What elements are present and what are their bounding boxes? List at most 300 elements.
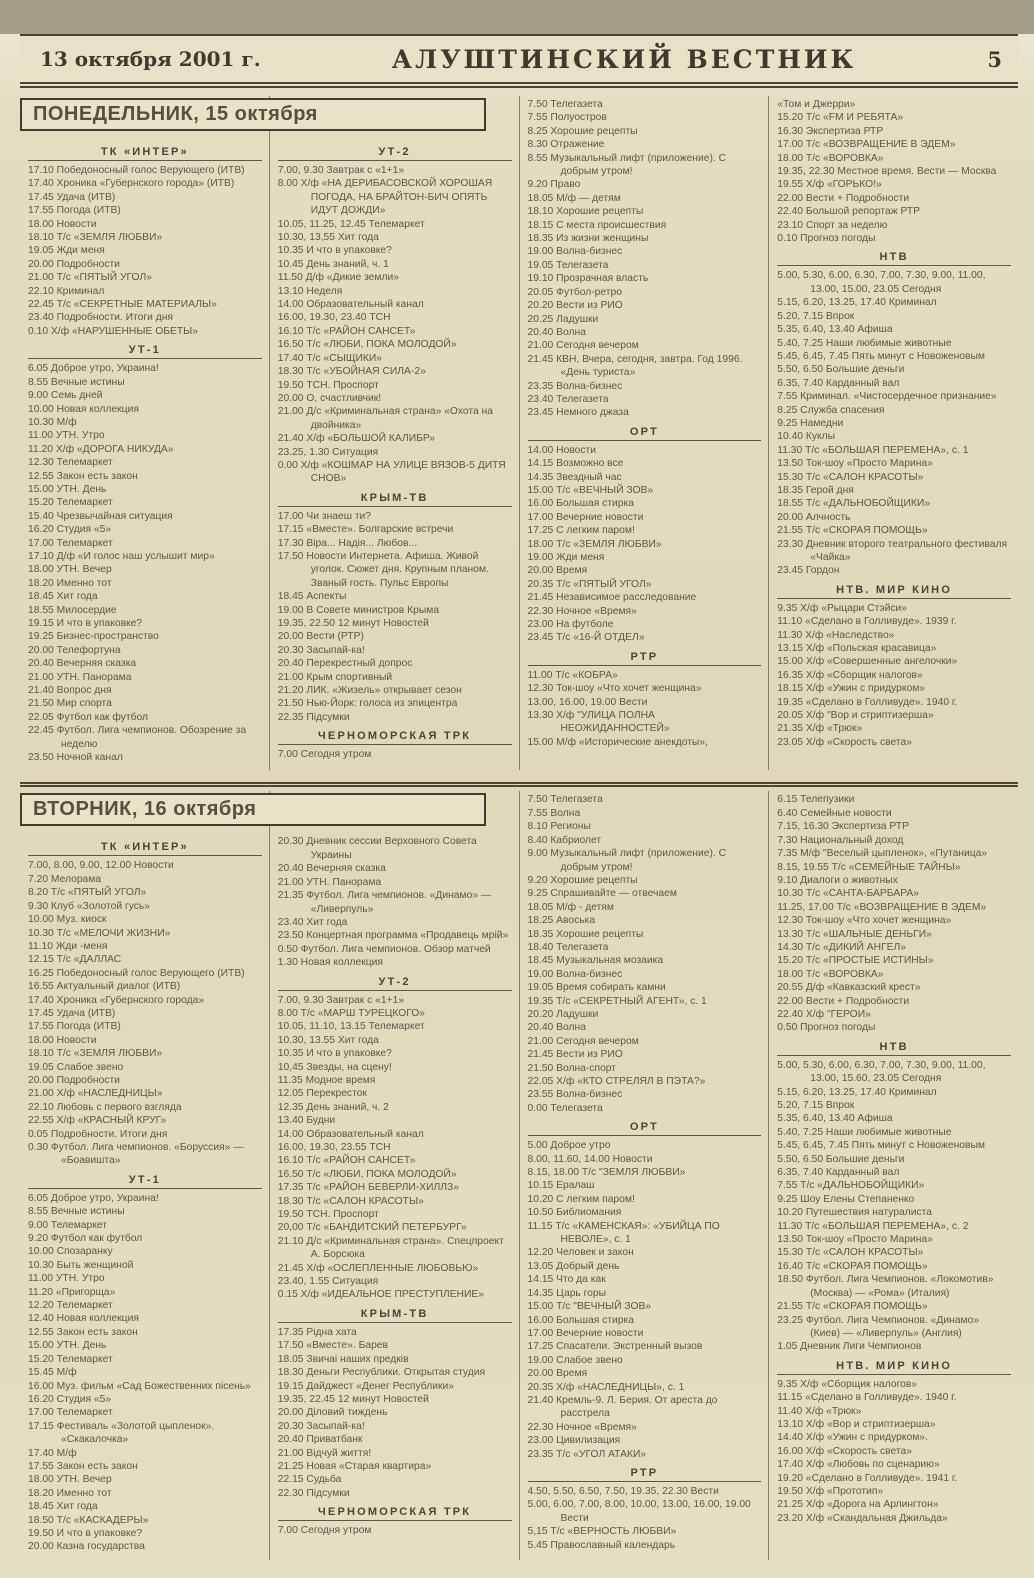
program-item: 23.40 Телегазета bbox=[527, 393, 609, 405]
program-item: 15.00 М/ф «Исторические анекдоты», bbox=[527, 736, 708, 748]
program-item: 18.05 М/ф - детям bbox=[527, 901, 614, 913]
program-item: 20.25 Ладушки bbox=[527, 313, 599, 325]
tv-schedule bbox=[0, 96, 1034, 1560]
program-item: 23.40 Хит года bbox=[277, 916, 348, 928]
program-item: 12.30 Ток-шоу «Что хочет женщина» bbox=[527, 683, 702, 695]
program-item: 23.05 Х/ф «Скорость света» bbox=[777, 736, 912, 748]
program-item: 22.40 Большой репортаж РТР bbox=[777, 206, 921, 218]
program-item: 16.00 Х/ф «Скорость света» bbox=[777, 1445, 912, 1457]
program-item: 9.30 Клуб «Золотой гусь» bbox=[28, 900, 150, 912]
program-item: 11.35 Модное время bbox=[277, 1074, 376, 1086]
program-item: 12.40 Новая коллекция bbox=[28, 1313, 139, 1325]
program-item: 0.10 Прогноз погоды bbox=[777, 233, 876, 245]
program-item: 6.35, 7.40 Карданный вал bbox=[777, 377, 900, 389]
program-item: 19.00 Волна-бизнес bbox=[527, 968, 623, 980]
program-item: 16.00 Большая стирка bbox=[527, 1314, 634, 1326]
program-item: 19.50 И что в упаковке? bbox=[28, 1527, 143, 1539]
program-item: 21.00 Д/с «Криминальная страна» «Охота на двойника» bbox=[277, 406, 493, 431]
program-item: 18.10 Т/с «ЗЕМЛЯ ЛЮБВИ» bbox=[28, 1048, 163, 1060]
program-item: 19.00 В Совете министров Крыма bbox=[277, 604, 440, 616]
program-item: 19.10 Прозрачная власть bbox=[527, 273, 649, 285]
masthead bbox=[20, 34, 1018, 88]
program-item: 17.55 Погода (ИТВ) bbox=[28, 205, 121, 217]
program-item: 5,15 Т/с «ВЕРНОСТЬ ЛЮБВИ» bbox=[527, 1526, 677, 1538]
program-item: 17.55 Погода (ИТВ) bbox=[28, 1021, 121, 1033]
program-item: 21.00 УТН. Панорама bbox=[277, 876, 382, 888]
program-item: 19.00 Жди меня bbox=[527, 552, 605, 563]
program-item: 12.30 Ток-шоу «Что хочет женщина» bbox=[777, 915, 952, 927]
program-item: 23.45 Т/с «16-Й ОТДЕЛ» bbox=[527, 632, 645, 644]
schedule-column bbox=[20, 96, 269, 770]
program-item: 11.50 Д/ф «Дикие земли» bbox=[277, 272, 399, 284]
program-item: 16.40 Т/с «СКОРАЯ ПОМОЩЬ» bbox=[777, 1260, 928, 1272]
channel-header: ТК «ИНТЕР» bbox=[28, 837, 262, 856]
program-item: 18.20 Именно тот bbox=[28, 1487, 112, 1499]
program-item: 11.40 Х/ф «Трюк» bbox=[777, 1405, 862, 1417]
program-item: 1.05 Дневник Лиги Чемпионов bbox=[777, 1341, 922, 1353]
program-item: 18.00 УТН. Вечер bbox=[28, 564, 112, 576]
program-item: 7.50 Телегазета bbox=[527, 99, 603, 110]
program-item: 10.30 М/ф bbox=[28, 416, 77, 428]
program-item: 20.40 Вечерняя сказка bbox=[277, 863, 386, 875]
program-item: 10.40 Куклы bbox=[777, 431, 836, 443]
program-item: 7.00, 9.30 Завтрак с «1+1» bbox=[277, 994, 405, 1006]
program-item: 22.40 Х/ф "ГЕРОИ» bbox=[777, 1008, 871, 1020]
program-item: 23.35 Т/с «УГОЛ АТАКИ» bbox=[527, 1448, 647, 1460]
program-item: 21.35 Х/ф «Трюк» bbox=[777, 723, 863, 735]
program-item: 19.55 Х/ф «ГОРЬКО!» bbox=[777, 179, 882, 191]
program-item: 8.00 Х/ф «НА ДЕРИБАСОВСКОЙ ХОРОШАЯ ПОГОДА, НА БРАЙТОН-БИЧ ОПЯТЬ ИДУТ ДОЖДИ» bbox=[277, 178, 493, 217]
program-item: 16.20 Студия «5» bbox=[28, 1393, 112, 1405]
program-item: 17.00 Вечерние новости bbox=[527, 511, 644, 523]
program-item: 18.30 Т/с «САЛОН КРАСОТЫ» bbox=[277, 1195, 424, 1207]
program-item: 18.00 Т/с «ВОРОВКА» bbox=[777, 968, 884, 980]
program-item: 7.50 Телегазета bbox=[527, 794, 603, 806]
program-item: 23.25 Футбол. Лига Чемпионов. «Динамо» (Киев) — «Ливерпуль» (Англия) bbox=[777, 1314, 980, 1339]
program-item: 9.10 Диалоги о животных bbox=[777, 874, 898, 886]
program-item: 21.00 УТН. Панорама bbox=[28, 671, 132, 683]
program-item: 22.00 Вести + Подробности bbox=[777, 995, 910, 1007]
program-item: 19.15 И что в упаковке? bbox=[28, 618, 143, 629]
program-item: 21.35 Футбол. Лига чемпионов. «Динамо» — «Ливерпуль» bbox=[277, 890, 492, 915]
program-item: 18.35 Хорошие рецепты bbox=[527, 928, 644, 940]
program-item: 17.00 Чи знаеш ти? bbox=[277, 510, 372, 522]
program-item: 16.50 Т/с «ЛЮБИ, ПОКА МОЛОДОЙ» bbox=[277, 339, 457, 351]
program-item: 7.55 Полуостров bbox=[527, 112, 607, 124]
program-item: 16.20 Студия «5» bbox=[28, 524, 112, 536]
program-item: 15.40 Чрезвычайная ситуация bbox=[28, 510, 173, 522]
program-item: 10.20 Путешествия натуралиста bbox=[777, 1207, 933, 1219]
program-item: 8.10 Регионы bbox=[527, 821, 591, 833]
program-item: 8.20 Т/с «ПЯТЫЙ УГОЛ» bbox=[28, 887, 147, 899]
program-item: 15.30 Т/с «САЛОН КРАСОТЫ» bbox=[777, 1247, 924, 1259]
program-item: 14.00 Новости bbox=[527, 444, 596, 456]
program-item: 18.45 Музыкальная мозаика bbox=[527, 955, 664, 967]
program-item: 9.00 Телемаркет bbox=[28, 1219, 107, 1231]
program-item: 14.00 Образовательный канал bbox=[277, 1128, 424, 1140]
program-item: 10.30 Т/с «МЕЛОЧИ ЖИЗНИ» bbox=[28, 927, 171, 939]
program-item: 17.25 Спасатели. Экстренный вызов bbox=[527, 1341, 703, 1353]
program-item: 19.35, 22.30 Местное время. Вести — Москва bbox=[777, 166, 997, 178]
channel-header: УТ-1 bbox=[28, 340, 262, 359]
program-item: 8.55 Вечные истины bbox=[28, 376, 125, 388]
program-item: 17.10 Победоносный голос Верующего (ИТВ) bbox=[28, 165, 245, 176]
program-item: 0.00 Телегазета bbox=[527, 1102, 603, 1114]
program-item: 17.35 Т/с «РАЙОН БЕВЕРЛИ-ХИЛЛЗ» bbox=[277, 1182, 459, 1194]
schedule-column bbox=[519, 96, 769, 770]
program-item: 20.40 Приватбанк bbox=[277, 1434, 363, 1446]
program-item: 0.10 Х/ф «НАРУШЕННЫЕ ОБЕТЫ» bbox=[28, 325, 198, 337]
program-item: 18.45 Аспекты bbox=[277, 591, 347, 603]
program-item: 0.50 Футбол. Лига чемпионов. Обзор матчей bbox=[277, 943, 491, 955]
program-item: 11.15 Т/с «КАМЕНСКАЯ»: «УБИЙЦА ПО НЕВОЛЕ», с. 1 bbox=[527, 1220, 720, 1246]
program-item: 15.20 Т/с «ПРОСТЫЕ ИСТИНЫ» bbox=[777, 955, 934, 967]
program-item: 6.05 Доброе утро, Украина! bbox=[28, 1192, 159, 1204]
program-item: 17.40 Х/ф «Любовь по сценарию» bbox=[777, 1459, 940, 1471]
program-item: 5.20, 7.15 Впрок bbox=[777, 1100, 855, 1111]
program-item: 16.55 Актуальный диалог (ИТВ) bbox=[28, 981, 181, 993]
channel-header: ЧЕРНОМОРСКАЯ ТРК bbox=[278, 726, 512, 745]
program-item: 18.55 Милосердие bbox=[28, 604, 117, 616]
program-item: 9.00 Музыкальный лифт (приложение). С добрым утром! bbox=[527, 848, 727, 873]
program-item: 7.00 Сегодня утром bbox=[277, 749, 372, 761]
program-item: 0.00 Х/ф «КОШМАР НА УЛИЦЕ ВЯЗОВ-5 ДИТЯ СНОВ» bbox=[277, 459, 506, 485]
program-item: 9.25 Спрашивайте — отвечаем bbox=[527, 888, 677, 900]
program-item: 21.00 Т/с «ПЯТЫЙ УГОЛ» bbox=[28, 272, 152, 284]
program-item: 17.00 Телемаркет bbox=[28, 537, 113, 549]
channel-header: УТ-2 bbox=[278, 972, 512, 991]
program-item: 11.10 «Сделано в Голливуде». 1939 г. bbox=[777, 616, 957, 628]
program-item: 9.20 Футбол как футбол bbox=[28, 1233, 143, 1245]
program-item: 11.15 «Сделано в Голливуде». 1940 г. bbox=[777, 1392, 957, 1404]
program-item: 23.55 Волна-бизнес bbox=[527, 1089, 623, 1101]
program-item: 15.45 М/ф bbox=[28, 1367, 77, 1379]
program-item: 19.15 Дайджест «Денег Республики» bbox=[277, 1380, 454, 1392]
program-item: 17.45 Удача (ИТВ) bbox=[28, 1007, 116, 1019]
program-item: 19.50 Х/ф «Прототип» bbox=[777, 1485, 884, 1497]
program-item: 15.00 УТН. День bbox=[28, 1340, 107, 1352]
program-item: 16.10 Т/с «РАЙОН САНСЕТ» bbox=[277, 325, 416, 337]
program-item: 17.25 С легким паром! bbox=[527, 525, 635, 537]
program-item: 8.15, 19.55 Т/с «СЕМЕЙНЫЕ ТАЙНЫ» bbox=[777, 861, 961, 873]
program-item: 9.35 Х/ф «Рыцари Стэйси» bbox=[777, 602, 907, 614]
channel-header: ТК «ИНТЕР» bbox=[28, 142, 262, 161]
program-item: 11.10 Жди -меня bbox=[28, 940, 108, 952]
program-item: 5.45, 6.45, 7.45 Пять минут с Новоженовым bbox=[777, 350, 985, 362]
program-item: 21.25 Новая «Старая квартира» bbox=[277, 1460, 432, 1472]
program-item: 19.05 Время собирать камни bbox=[527, 982, 666, 994]
program-item: 4.50, 5.50, 6.50, 7.50, 19.35, 22.30 Вести bbox=[527, 1485, 719, 1497]
program-item: 11.00 УТН. Утро bbox=[28, 430, 105, 442]
program-item: 1.30 Новая коллекция bbox=[277, 957, 383, 969]
program-item: 10.00 Спозаранку bbox=[28, 1246, 113, 1258]
program-item: 13.30 Т/с «ШАЛЬНЫЕ ДЕНЬГИ» bbox=[777, 928, 932, 940]
newspaper-page bbox=[0, 34, 1034, 1578]
program-item: 20.00 О, счастливчик! bbox=[277, 392, 382, 404]
program-item: 21.10 Д/с «Криминальная страна». Спецпроект А. Борсюка bbox=[277, 1235, 504, 1261]
program-item: 20.35 Т/с «ПЯТЫЙ УГОЛ» bbox=[527, 578, 652, 590]
program-item: 7.35 М/ф "Веселый цыпленок», «Путаница» bbox=[777, 848, 988, 860]
program-item: 13.10 Х/ф «Вор и стриптизерша» bbox=[777, 1418, 936, 1430]
program-item: «Том и Джерри» bbox=[777, 99, 856, 110]
program-item: 21.45 Вести из РИО bbox=[527, 1049, 623, 1061]
program-item: 17.00 Телемаркет bbox=[28, 1407, 113, 1419]
program-item: 21.55 Т/с «СКОРАЯ ПОМОЩЬ» bbox=[777, 525, 928, 537]
columns-row bbox=[20, 791, 1018, 1559]
program-item: 8.55 Вечные истины bbox=[28, 1206, 125, 1218]
program-item: 19.05 Телегазета bbox=[527, 259, 609, 271]
program-item: 13.15 Х/ф «Польская красавица» bbox=[777, 643, 937, 655]
program-item: 22.10 Криминал bbox=[28, 285, 105, 297]
program-item: 5.00 Доброе утро bbox=[527, 1140, 611, 1152]
program-item: 20.00 Подробности bbox=[28, 258, 120, 270]
day-header: ПОНЕДЕЛЬНИК, 15 октября bbox=[20, 98, 486, 131]
program-item: 18.30 Деньги Республики. Открытая студия bbox=[277, 1367, 486, 1379]
program-item: 11.30 Х/ф «Наследство» bbox=[777, 629, 895, 641]
program-item: 10,45 Звезды, на сцену! bbox=[277, 1061, 392, 1073]
program-item: 23.10 Спорт за неделю bbox=[777, 219, 888, 231]
program-item: 7.30 Национальный доход bbox=[777, 834, 904, 846]
program-item: 18.25 Авоська bbox=[527, 915, 596, 927]
channel-header: УТ-1 bbox=[28, 1170, 262, 1189]
program-item: 15.00 Т/с "ВЕЧНЫЙ ЗОВ» bbox=[527, 1301, 652, 1313]
program-item: 20.00 Діловий тиждень bbox=[277, 1407, 388, 1419]
program-item: 15.00 Х/ф «Совершенные ангелочки» bbox=[777, 656, 958, 668]
day-section bbox=[20, 96, 1018, 770]
program-item: 18.35 Из жизни женщины bbox=[527, 233, 649, 245]
program-item: 17.40 Хроника «Губернского города» (ИТВ) bbox=[28, 178, 235, 190]
program-item: 7.55 Волна bbox=[527, 807, 581, 819]
program-item: 10.15 Ералаш bbox=[527, 1180, 595, 1192]
program-item: 23.45 Гордон bbox=[777, 565, 840, 577]
program-item: 21.40 Кремль-9. Л. Берия. От ареста до расстрела bbox=[527, 1394, 718, 1420]
program-item: 16.00 Большая стирка bbox=[527, 498, 634, 510]
schedule-column bbox=[20, 791, 269, 1559]
program-item: 20.30 Засыпай-ка! bbox=[277, 644, 365, 656]
program-item: 22.45 Т/с «СЕКРЕТНЫЕ МАТЕРИАЛЫ» bbox=[28, 299, 217, 311]
channel-header: НТВ. МИР КИНО bbox=[777, 1356, 1011, 1375]
program-item: 5.00, 6.00, 7.00, 8.00, 10.00, 13.00, 16.00, 19.00 Вести bbox=[527, 1499, 751, 1524]
program-item: 10.30, 13.55 Хит года bbox=[277, 1034, 379, 1046]
program-item: 19.35, 22.45 12 минут Новостей bbox=[277, 1393, 429, 1405]
program-item: 17.50 Новости Интернета. Афиша. Живой уголок. Сюжет дня. Крупным планом. Званый гость. Пульс Европы bbox=[277, 550, 489, 589]
program-item: 14.35 Звездный час bbox=[527, 471, 622, 483]
program-item: 16.00, 19.30, 23.40 ТСН bbox=[277, 312, 391, 324]
program-item: 9.35 Х/ф «Сборщик налогов» bbox=[777, 1378, 918, 1390]
program-item: 10.30 Быть женщиной bbox=[28, 1259, 134, 1271]
program-item: 5.15, 6.20, 13.25, 17.40 Криминал bbox=[777, 1086, 937, 1098]
program-item: 17.30 Віра... Надія... Любов... bbox=[277, 537, 418, 549]
program-item: 10.45 День знаний, ч. 1 bbox=[277, 258, 389, 270]
program-item: 22.15 Судьба bbox=[277, 1474, 342, 1486]
program-item: 11.00 УТН. Утро bbox=[28, 1273, 105, 1285]
program-item: 6.40 Семейные новости bbox=[777, 807, 892, 819]
program-item: 22.35 Підсумки bbox=[277, 711, 350, 723]
program-item: 5.45, 6.45, 7.45 Пять минут с Новоженовым bbox=[777, 1140, 985, 1152]
program-item: 18.45 Хит года bbox=[28, 591, 98, 603]
program-item: 8.00 Т/с «МАРШ ТУРЕЦКОГО» bbox=[277, 1007, 425, 1019]
program-item: 18.15 Х/ф «Ужин с придурком» bbox=[777, 683, 926, 695]
program-item: 10.00 Муз. киоск bbox=[28, 914, 107, 926]
channel-header: УТ-2 bbox=[278, 142, 512, 161]
program-item: 0.50 Прогноз погоды bbox=[777, 1022, 876, 1034]
program-item: 13.00, 16.00, 19.00 Вести bbox=[527, 696, 648, 708]
program-item: 18.55 Т/с «ДАЛЬНОБОЙЩИКИ» bbox=[777, 498, 931, 510]
program-item: 17.40 Хроника «Губернского города» bbox=[28, 994, 205, 1006]
channel-header: ЧЕРНОМОРСКАЯ ТРК bbox=[278, 1502, 512, 1521]
program-item: 20.05 Х/ф "Вор и стриптизерша» bbox=[777, 710, 934, 722]
program-item: 13.05 Добрый день bbox=[527, 1260, 620, 1272]
program-item: 18.00 Новости bbox=[28, 1034, 97, 1046]
program-item: 21.00 Сегодня вечером bbox=[527, 1035, 639, 1047]
program-item: 14.00 Образовательный канал bbox=[277, 299, 424, 311]
program-item: 19.00 Волна-бизнес bbox=[527, 246, 623, 258]
program-item: 13.30 Х/ф "УЛИЦА ПОЛНА НЕОЖИДАННОСТЕЙ» bbox=[527, 710, 670, 735]
program-item: 21.45 Х/ф «ОСЛЕПЛЕННЫЕ ЛЮБОВЬЮ» bbox=[277, 1262, 479, 1274]
program-item: 20.05 Футбол-ретро bbox=[527, 286, 622, 298]
program-item: 18.35 Герой дня bbox=[777, 484, 854, 496]
program-item: 11.25, 17.00 Т/с «ВОЗВРАЩЕНИЕ В ЭДЕМ» bbox=[777, 901, 987, 913]
program-item: 20.40 Перекрестный допрос bbox=[277, 658, 413, 670]
program-item: 5.35, 6.40, 13.40 Афиша bbox=[777, 324, 893, 336]
issue-date: 13 октября 2001 г. bbox=[40, 47, 261, 71]
program-item: 18.10 Хорошие рецепты bbox=[527, 206, 644, 218]
program-item: 5.00, 5.30, 6.00, 6.30, 7.00, 7.30, 9.00, 11.00, 13.00, 15.60, 23.05 Сегодня bbox=[777, 1059, 986, 1085]
page-number: 5 bbox=[987, 46, 1002, 72]
program-item: 20.30 Дневник сессии Верховного Совета Украины bbox=[277, 836, 477, 861]
program-item: 17.00 Вечерние новости bbox=[527, 1327, 644, 1339]
program-item: 18.05 Звичаі наших предків bbox=[277, 1353, 409, 1365]
program-item: 5.40, 7.25 Наши любимые животные bbox=[777, 337, 952, 349]
program-item: 20.30 Засыпай-ка! bbox=[277, 1420, 365, 1432]
program-item: 20.00 Вести (РТР) bbox=[277, 631, 364, 643]
program-item: 6.35, 7.40 Карданный вал bbox=[777, 1167, 900, 1179]
program-item: 11.30 Т/с «БОЛЬШАЯ ПЕРЕМЕНА», с. 1 bbox=[777, 444, 969, 456]
program-item: 17.40 Т/с «СЫЩИКИ» bbox=[277, 352, 382, 364]
program-item: 18.05 М/ф — детям bbox=[527, 192, 621, 204]
program-item: 12.55 Закон есть закон bbox=[28, 470, 138, 482]
program-item: 19.05 Жди меня bbox=[28, 245, 105, 257]
program-item: 20.40 Волна bbox=[527, 1022, 586, 1034]
program-item: 18.45 Хит года bbox=[28, 1501, 98, 1513]
program-item: 13.40 Будни bbox=[277, 1115, 336, 1127]
program-item: 10.20 С легким паром! bbox=[527, 1193, 635, 1205]
program-item: 14.35 Царь горы bbox=[527, 1287, 607, 1299]
program-item: 9.20 Хорошие рецепты bbox=[527, 874, 638, 886]
program-item: 11.30 Т/с «БОЛЬШАЯ ПЕРЕМЕНА», с. 2 bbox=[777, 1220, 969, 1232]
program-item: 9.25 Шоу Елены Степаненко bbox=[777, 1193, 915, 1205]
program-item: 23.25, 1.30 Ситуация bbox=[277, 446, 379, 458]
program-item: 8.30 Отражение bbox=[527, 139, 605, 151]
program-item: 23.50 Ночной канал bbox=[28, 752, 123, 764]
program-item: 18.00 Т/с «ЗЕМЛЯ ЛЮБВИ» bbox=[527, 538, 662, 550]
program-item: 23.00 На футболе bbox=[527, 619, 614, 631]
program-item: 17.45 Удача (ИТВ) bbox=[28, 191, 116, 203]
program-item: 5.20, 7.15 Впрок bbox=[777, 310, 855, 322]
program-item: 8.25 Хорошие рецепты bbox=[527, 125, 638, 137]
program-item: 12.20 Человек и закон bbox=[527, 1247, 634, 1259]
program-item: 18.20 Именно тот bbox=[28, 577, 112, 589]
program-item: 18.50 Футбол. Лига Чемпионов. «Локомотив» (Москва) — «Рома» (Италия) bbox=[777, 1274, 994, 1299]
program-item: 17.10 Д/ф «И голос наш услышит мир» bbox=[28, 550, 215, 562]
program-item: 21.00 Крым спортивный bbox=[277, 671, 393, 683]
program-item: 21.50 Волна-спорт bbox=[527, 1062, 617, 1074]
program-item: 5.15, 6.20, 13.25, 17.40 Криминал bbox=[777, 297, 937, 309]
program-item: 15.20 Телемаркет bbox=[28, 1353, 113, 1365]
program-item: 19.35, 22.50 12 минут Новостей bbox=[277, 618, 429, 629]
program-item: 5.50, 6.50 Большие деньги bbox=[777, 1153, 905, 1165]
program-item: 12.55 Закон есть закон bbox=[28, 1326, 138, 1338]
program-item: 16.30 Экспертиза РТР bbox=[777, 125, 884, 137]
program-item: 7.00 Сегодня утром bbox=[277, 1525, 372, 1537]
channel-header: КРЫМ-ТВ bbox=[278, 488, 512, 507]
program-item: 11.20 «Пригорща» bbox=[28, 1286, 116, 1298]
program-item: 22.05 Футбол как футбол bbox=[28, 711, 149, 723]
program-item: 23.35 Волна-бизнес bbox=[527, 380, 623, 392]
program-item: 21.25 Х/ф «Дорога на Арлингтон» bbox=[777, 1499, 939, 1511]
program-item: 15.00 Т/с «ВЕЧНЫЙ ЗОВ» bbox=[527, 484, 654, 496]
program-item: 15.20 Т/с «FM И РЕБЯТА» bbox=[777, 112, 904, 124]
program-item: 19.35 «Сделано в Голливуде». 1940 г. bbox=[777, 696, 958, 708]
program-item: 21.40 Х/ф «БОЛЬШОЙ КАЛИБР» bbox=[277, 433, 435, 445]
channel-header: НТВ bbox=[777, 247, 1011, 266]
day-section bbox=[20, 782, 1018, 1559]
program-item: 21.50 Мир спорта bbox=[28, 698, 112, 710]
program-item: 19.05 Слабое звено bbox=[28, 1061, 124, 1073]
program-item: 23.40, 1.55 Ситуация bbox=[277, 1276, 379, 1288]
program-item: 14.15 Возможно все bbox=[527, 458, 624, 470]
program-item: 12.05 Перекресток bbox=[277, 1088, 367, 1100]
program-item: 19.20 «Сделано в Голливуде». 1941 г. bbox=[777, 1472, 958, 1484]
program-item: 17.35 Рідна хата bbox=[277, 1326, 357, 1338]
program-item: 23.30 Дневник второго театрального фестиваля «Чайка» bbox=[777, 538, 1008, 563]
program-item: 18.00 Новости bbox=[28, 218, 97, 230]
program-item: 21.00 Х/ф «НАСЛЕДНИЦЫ» bbox=[28, 1088, 163, 1100]
program-item: 21.00 Відчуй життя! bbox=[277, 1447, 372, 1459]
program-item: 5.40, 7.25 Наши любимые животные bbox=[777, 1126, 952, 1138]
program-item: 20,00 Т/с «БАНДИТСКИЙ ПЕТЕРБУРГ» bbox=[277, 1222, 467, 1234]
program-item: 10.05, 11.10, 13.15 Телемаркет bbox=[277, 1021, 425, 1033]
program-item: 18.00 Т/с «ВОРОВКА» bbox=[777, 152, 884, 164]
program-item: 7.15, 16.30 Экспертиза РТР bbox=[777, 821, 909, 833]
program-item: 21.45 Независимое расследование bbox=[527, 592, 697, 604]
program-item: 12.15 Т/с «ДАЛЛАС bbox=[28, 954, 122, 966]
channel-header: КРЫМ-ТВ bbox=[278, 1304, 512, 1323]
program-item: 20.35 Х/ф «НАСЛЕДНИЦЫ», с. 1 bbox=[527, 1381, 685, 1393]
program-item: 14.40 Х/ф «Ужин с придурком». bbox=[777, 1432, 928, 1444]
program-item: 20.00 Телефортуна bbox=[28, 644, 121, 656]
program-item: 0.30 Футбол. Лига чемпионов. «Боруссия» — «Боавишта» bbox=[28, 1142, 244, 1167]
program-item: 15.00 УТН. День bbox=[28, 483, 107, 495]
program-item: 8.00, 11.60, 14.00 Новости bbox=[527, 1153, 653, 1165]
program-item: 10.30, 13,55 Хит года bbox=[277, 232, 379, 244]
program-item: 16.50 Т/с «ЛЮБИ, ПОКА МОЛОДОЙ» bbox=[277, 1168, 457, 1180]
program-item: 18.30 Т/с «УБОЙНАЯ СИЛА-2» bbox=[277, 366, 426, 378]
program-item: 22.00 Вести + Подробности bbox=[777, 192, 910, 204]
program-item: 18.15 С места происшествия bbox=[527, 219, 667, 231]
program-item: 20.40 Волна bbox=[527, 326, 586, 338]
program-item: 15.30 Т/с «САЛОН КРАСОТЫ» bbox=[777, 471, 924, 483]
program-item: 9.00 Семь дней bbox=[28, 390, 103, 402]
program-item: 22.30 Підсумки bbox=[277, 1487, 350, 1499]
program-item: 19.50 ТСН. Проспорт bbox=[277, 1209, 379, 1221]
program-item: 19.35 Т/с «СЕКРЕТНЫЙ АГЕНТ», с. 1 bbox=[527, 995, 707, 1007]
program-item: 14.30 Т/с «ДИКИЙ АНГЕЛ» bbox=[777, 941, 907, 953]
program-item: 10.00 Новая коллекция bbox=[28, 403, 139, 415]
program-item: 18.50 Т/с «КАСКАДЕРЫ» bbox=[28, 1514, 149, 1526]
program-item: 13.50 Ток-шоу «Просто Марина» bbox=[777, 1234, 933, 1246]
schedule-column bbox=[269, 96, 519, 770]
